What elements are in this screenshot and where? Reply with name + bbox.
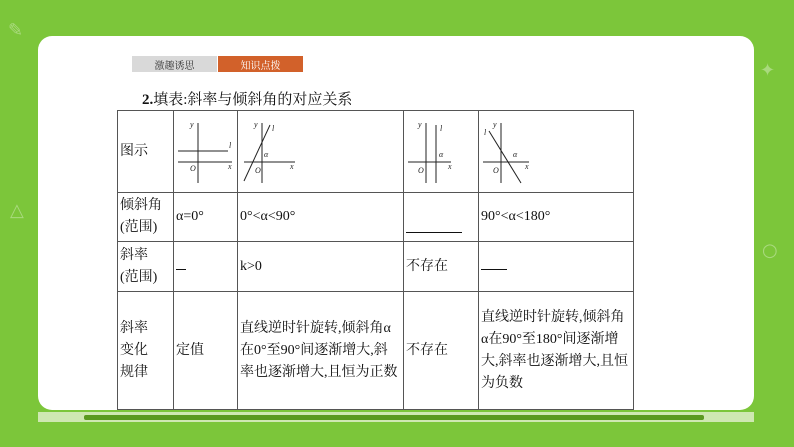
cell-change-obtuse: 直线逆时针旋转,倾斜角α在90°至180°间逐渐增大,斜率也逐渐增大,且恒为负数	[479, 292, 634, 410]
line-label: l	[229, 140, 232, 150]
x-axis-label: x	[228, 161, 232, 171]
line-label: l	[440, 123, 443, 133]
background-doodle-icon: ✦	[760, 60, 776, 81]
x-axis-label: x	[290, 161, 294, 171]
origin-label: O	[418, 165, 424, 175]
row-label-slope: 斜率 (范围)	[118, 242, 174, 292]
cell-change-acute: 直线逆时针旋转,倾斜角α在0°至90°间逐渐增大,斜率也逐渐增大,且恒为正数	[238, 292, 404, 410]
graph-horizontal	[174, 111, 238, 193]
x-axis-label: x	[525, 161, 529, 171]
answer-blank	[481, 269, 507, 270]
cell-angle-obtuse: 90°<α<180°	[479, 193, 634, 242]
graph-obtuse	[479, 111, 634, 193]
cell-slope-acute: k>0	[238, 242, 404, 292]
footer-progress	[84, 415, 704, 420]
page-title	[142, 88, 352, 109]
cell-angle-vertical	[404, 193, 479, 242]
origin-label: O	[255, 165, 261, 175]
angle-label: α	[513, 149, 518, 159]
background-doodle-icon: △	[10, 200, 24, 221]
slope-angle-table	[117, 110, 634, 410]
line-label: l	[272, 123, 275, 133]
graph-vertical	[404, 111, 479, 193]
origin-label: O	[493, 165, 499, 175]
background-doodle-icon: ○	[762, 240, 778, 261]
tab-intro[interactable]: 激趣诱思	[132, 56, 217, 72]
x-axis-label: x	[448, 161, 452, 171]
row-label-angle: 倾斜角 (范围)	[118, 193, 174, 242]
answer-blank	[176, 269, 186, 270]
line-label: l	[484, 127, 487, 137]
y-axis-label: y	[190, 119, 194, 129]
y-axis-label: y	[254, 119, 258, 129]
table-row	[118, 193, 634, 242]
cell-change-horizontal: 定值	[174, 292, 238, 410]
cell-angle-acute: 0°<α<90°	[238, 193, 404, 242]
answer-blank	[406, 232, 462, 233]
heading-number: 2.	[142, 92, 154, 108]
origin-label: O	[190, 163, 196, 173]
row-label-change: 斜率 变化 规律	[118, 292, 174, 410]
cell-slope-vertical: 不存在	[404, 242, 479, 292]
cell-change-vertical: 不存在	[404, 292, 479, 410]
graph-acute	[238, 111, 404, 193]
background-doodle-icon: ✎	[8, 20, 24, 41]
table-row	[118, 111, 634, 193]
heading-text: 填表:斜率与倾斜角的对应关系	[153, 92, 353, 108]
angle-label: α	[264, 149, 269, 159]
cell-angle-horizontal: α=0°	[174, 193, 238, 242]
row-label-figure: 图示	[118, 111, 174, 193]
tab-knowledge[interactable]: 知识点拨	[218, 56, 303, 72]
cell-slope-obtuse	[479, 242, 634, 292]
angle-label: α	[439, 149, 444, 159]
y-axis-label: y	[493, 119, 497, 129]
table-row	[118, 242, 634, 292]
table-row	[118, 292, 634, 410]
y-axis-label: y	[418, 119, 422, 129]
cell-slope-horizontal	[174, 242, 238, 292]
